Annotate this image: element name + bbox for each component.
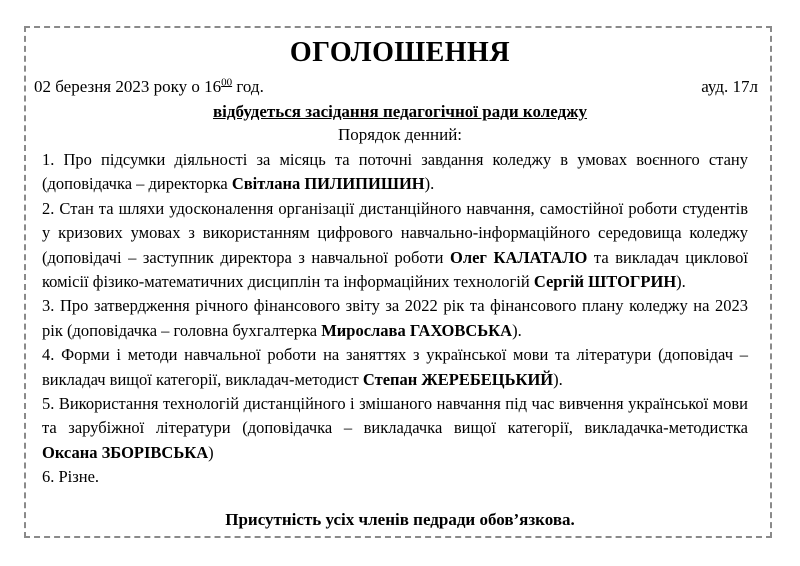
meeting-subtitle: відбудеться засідання педагогічної ради коледжу: [212, 102, 588, 121]
speaker-name: Олег КАЛАТАЛО: [450, 247, 588, 267]
speaker-name: Степан ЖЕРЕБЕЦЬКИЙ: [362, 369, 554, 389]
attendance-notice: Присутність усіх членів педради обов’язкова.: [225, 510, 575, 529]
meeting-room: ауд. 17л: [701, 77, 758, 96]
meeting-date: [34, 76, 264, 98]
agenda-list: [42, 148, 748, 490]
meeting-time-suffix: год.: [232, 77, 264, 96]
agenda-item: 4. Форми і методи навчальної роботи на заняттях з української мови та літератури (доповідач – викладач вищої категорії, викладач-методист Степан ЖЕРЕБЕЦЬКИЙ).: [42, 345, 748, 389]
agenda-item: 5. Використання технологій дистанційного і змішаного навчання під час вивчення української мови та зарубіжної літератури (доповідачка – викладачка вищої категорії, викладачка-методистка Оксана ЗБОРІВСЬКА): [42, 394, 748, 462]
speaker-name: Світлана ПИЛИПИШИН: [231, 174, 425, 194]
agenda-item: 6. Різне.: [42, 467, 100, 487]
speaker-name: Оксана ЗБОРІВСЬКА: [42, 442, 209, 462]
speaker-name: Мирослава ГАХОВСЬКА: [321, 320, 513, 340]
meeting-date-text: 02 березня 2023 року о 16: [34, 77, 222, 96]
speaker-name: Сергій ШТОГРИН: [533, 272, 677, 292]
meeting-time-minutes: 00: [221, 76, 233, 89]
agenda-item: 3. Про затвердження річного фінансового звіту за 2022 рік та фінансового плану коледжу на 2023 рік (доповідачка – головна бухгалтерка Мирослава ГАХОВСЬКА).: [42, 296, 748, 340]
agenda-title: Порядок денний:: [337, 125, 463, 144]
announcement-title: ОГОЛОШЕННЯ: [289, 37, 511, 68]
agenda-item: 2. Стан та шляхи удосконалення організації дистанційного навчання, самостійної роботи студентів у кризових умовах з використанням цифрового навчально-інформаційного середовища коледжу (доповідачі – заступник директора з навчальної роботи Олег КАЛАТАЛО та викладач циклової комісії фізико-математичних дисциплін та інформаційних технологій Сергій ШТОГРИН).: [42, 198, 748, 292]
agenda-item: 1. Про підсумки діяльності за місяць та поточні завдання коледжу в умовах воєнного стану (доповідачка – директорка Світлана ПИЛИПИШИН).: [42, 150, 748, 194]
